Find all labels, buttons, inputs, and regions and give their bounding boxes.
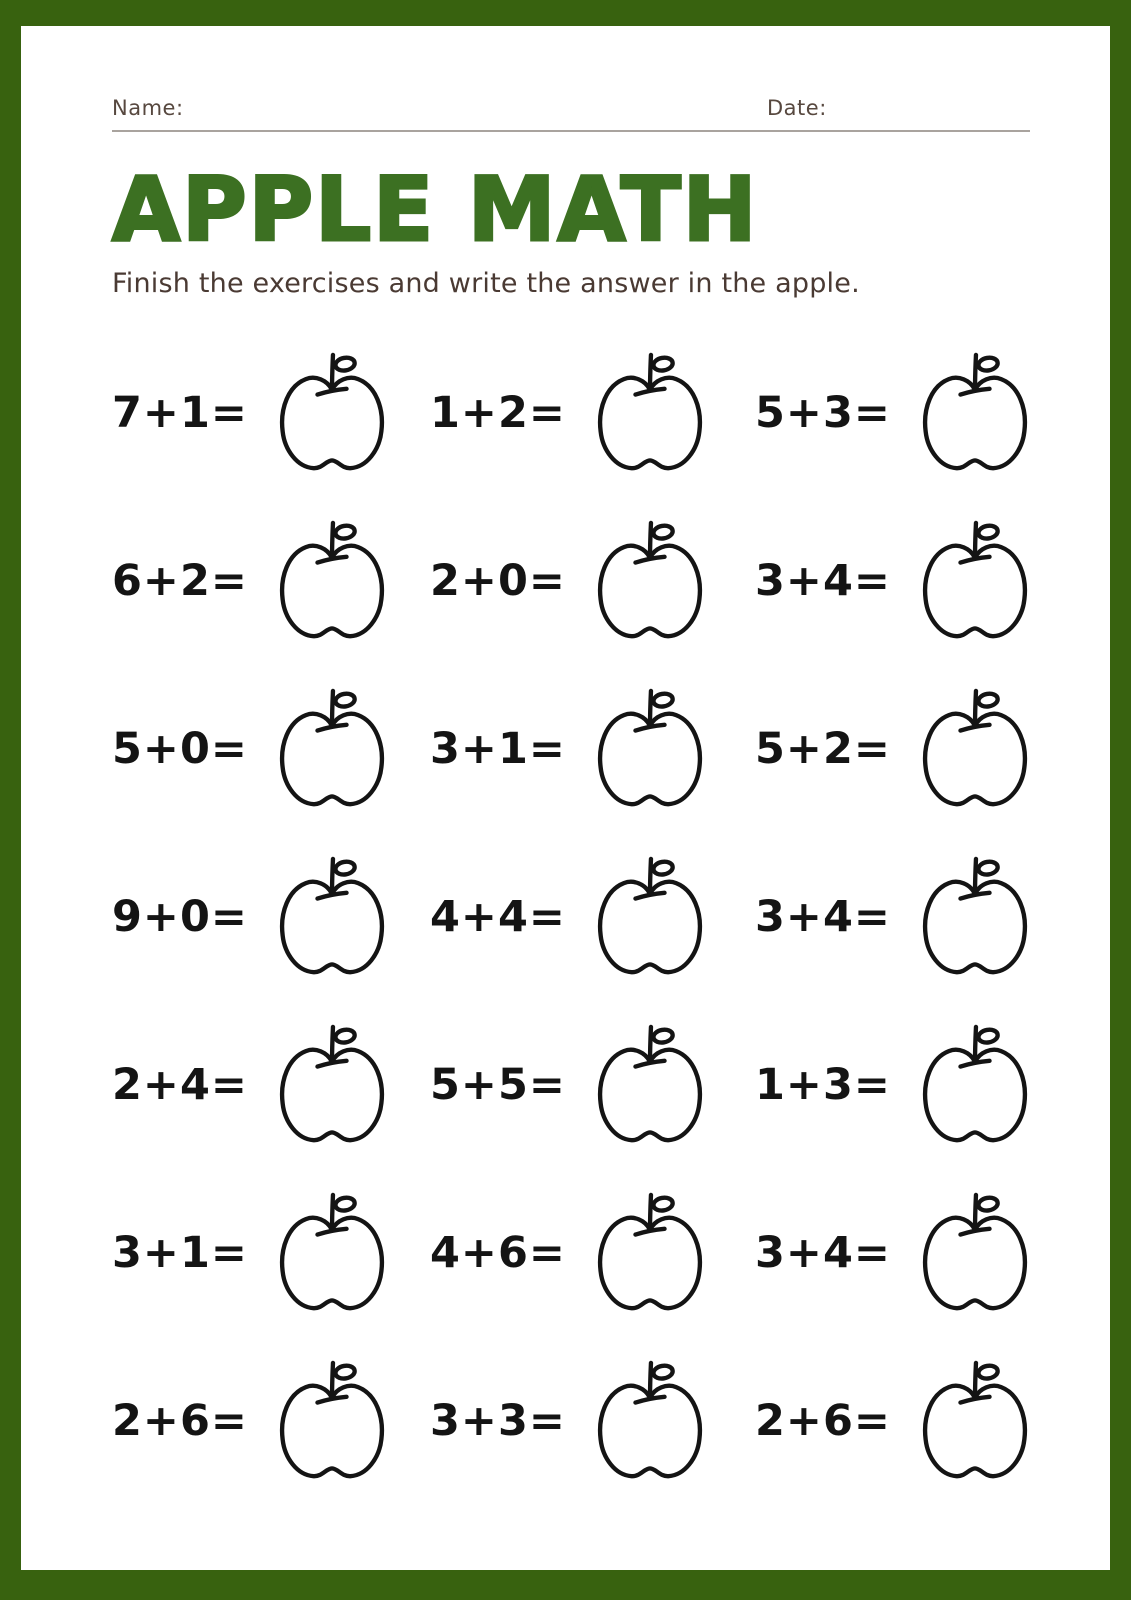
apple-outline-icon [272, 1358, 392, 1484]
exercise-expression: 3+3= [430, 1396, 566, 1446]
exercise-cell [755, 833, 1035, 1001]
exercise-expression: 2+6= [755, 1396, 891, 1446]
apple-outline-icon [272, 854, 392, 980]
apple-outline-icon [590, 854, 710, 980]
exercise-expression: 5+5= [430, 1060, 566, 1110]
exercise-grid [112, 329, 1030, 1505]
name-date-header [112, 96, 1030, 120]
exercise-expression: 2+4= [112, 1060, 248, 1110]
exercise-expression: 1+2= [430, 388, 566, 438]
apple-outline-icon [915, 1022, 1035, 1148]
exercise-cell [755, 1337, 1035, 1505]
apple-outline-icon [590, 350, 710, 476]
exercise-cell [430, 329, 755, 497]
worksheet-page [21, 26, 1110, 1570]
apple-outline-icon [915, 518, 1035, 644]
header-divider [112, 130, 1030, 132]
exercise-expression: 5+3= [755, 388, 891, 438]
apple-outline-icon [590, 518, 710, 644]
exercise-expression: 4+6= [430, 1228, 566, 1278]
exercise-cell [112, 1337, 430, 1505]
exercise-cell [430, 665, 755, 833]
exercise-expression: 9+0= [112, 892, 248, 942]
exercise-cell [430, 1337, 755, 1505]
apple-outline-icon [272, 686, 392, 812]
exercise-expression: 2+0= [430, 556, 566, 606]
exercise-expression: 3+1= [112, 1228, 248, 1278]
exercise-cell [755, 329, 1035, 497]
exercise-cell [430, 1001, 755, 1169]
exercise-cell [755, 1001, 1035, 1169]
exercise-expression: 3+1= [430, 724, 566, 774]
exercise-expression: 3+4= [755, 892, 891, 942]
name-label: Name: [112, 96, 184, 120]
exercise-expression: 4+4= [430, 892, 566, 942]
apple-outline-icon [590, 1358, 710, 1484]
exercise-cell [112, 497, 430, 665]
exercise-cell [755, 665, 1035, 833]
exercise-expression: 5+0= [112, 724, 248, 774]
apple-outline-icon [272, 1190, 392, 1316]
apple-outline-icon [915, 686, 1035, 812]
apple-outline-icon [915, 854, 1035, 980]
exercise-expression: 6+2= [112, 556, 248, 606]
exercise-expression: 3+4= [755, 556, 891, 606]
exercise-cell [430, 833, 755, 1001]
apple-outline-icon [915, 1358, 1035, 1484]
exercise-expression: 3+4= [755, 1228, 891, 1278]
page-subtitle: Finish the exercises and write the answer in the apple. [112, 268, 860, 299]
apple-outline-icon [590, 686, 710, 812]
exercise-expression: 7+1= [112, 388, 248, 438]
apple-outline-icon [915, 1190, 1035, 1316]
date-label: Date: [767, 96, 827, 120]
exercise-cell [112, 329, 430, 497]
exercise-expression: 5+2= [755, 724, 891, 774]
apple-outline-icon [272, 1022, 392, 1148]
exercise-cell [112, 833, 430, 1001]
apple-outline-icon [272, 350, 392, 476]
exercise-cell [755, 497, 1035, 665]
page-title: APPLE MATH [112, 158, 759, 261]
apple-outline-icon [590, 1190, 710, 1316]
exercise-cell [112, 1169, 430, 1337]
exercise-cell [112, 1001, 430, 1169]
apple-outline-icon [590, 1022, 710, 1148]
apple-outline-icon [272, 518, 392, 644]
exercise-cell [112, 665, 430, 833]
exercise-cell [755, 1169, 1035, 1337]
apple-outline-icon [915, 350, 1035, 476]
exercise-expression: 2+6= [112, 1396, 248, 1446]
exercise-cell [430, 1169, 755, 1337]
exercise-cell [430, 497, 755, 665]
exercise-expression: 1+3= [755, 1060, 891, 1110]
